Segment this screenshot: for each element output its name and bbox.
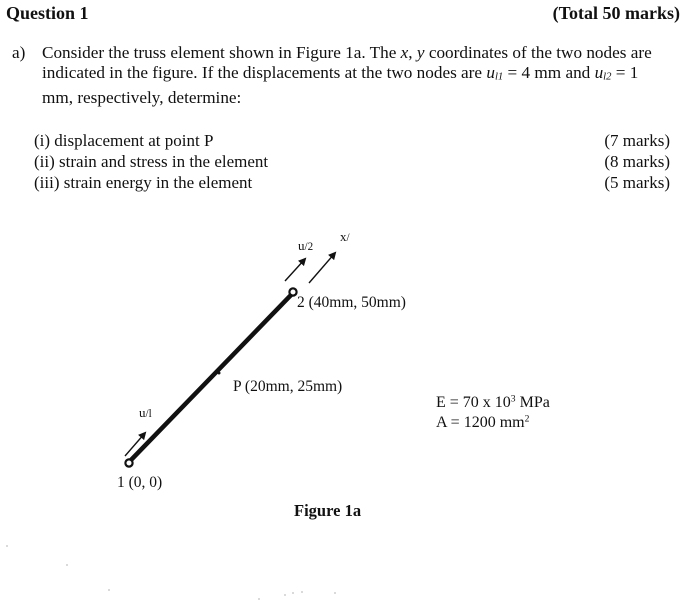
sub-question-ii: (ii) strain and stress in the element (34, 152, 269, 171)
u-l1-label: u/l (139, 405, 152, 420)
part-a-line-2: indicated in the figure. If the displacements at the two nodes are ul1 = 4 mm and ul2 = 1 (42, 63, 639, 83)
u-l2-arrow-icon (285, 259, 305, 281)
sub-question-i: (i) displacement at point P (34, 131, 214, 150)
point-p-label: P (20mm, 25mm) (233, 378, 343, 395)
total-marks: (Total 50 marks) (552, 3, 680, 23)
local-x-axis-arrow-icon (309, 253, 335, 283)
u-l2-symbol: u (594, 63, 604, 82)
part-a-label: a) (12, 43, 26, 62)
u-l1-symbol: u (486, 63, 495, 82)
node-1-label: 1 (0, 0) (117, 474, 163, 491)
node-1-icon (125, 459, 132, 466)
youngs-modulus: E = 70 x $10^3$ MPa (436, 393, 550, 411)
point-p-marker (218, 372, 221, 375)
cross-section-area: A = 1200 $mm^2$ (436, 413, 530, 431)
question-title: Question 1 (6, 3, 89, 23)
figure-caption: Figure 1a (294, 501, 362, 520)
marks-ii: (8 marks) (604, 152, 670, 171)
marks-i: (7 marks) (604, 131, 670, 150)
node-2-label: 2 (40mm, 50mm) (297, 294, 406, 311)
local-x-axis-label: x/ (340, 229, 350, 244)
sub-question-iii: (iii) strain energy in the element (34, 173, 253, 192)
marks-iii: (5 marks) (604, 173, 670, 192)
part-a-line-1: Consider the truss element shown in Figure 1a. The x, y coordinates of the two nodes are (42, 43, 652, 62)
u-l2-label: u/2 (298, 238, 314, 253)
u-l1-arrow-icon (125, 433, 145, 456)
material-properties (436, 393, 550, 433)
part-a-line-3: mm, respectively, determine: (42, 87, 242, 107)
node-2-icon (289, 288, 296, 295)
